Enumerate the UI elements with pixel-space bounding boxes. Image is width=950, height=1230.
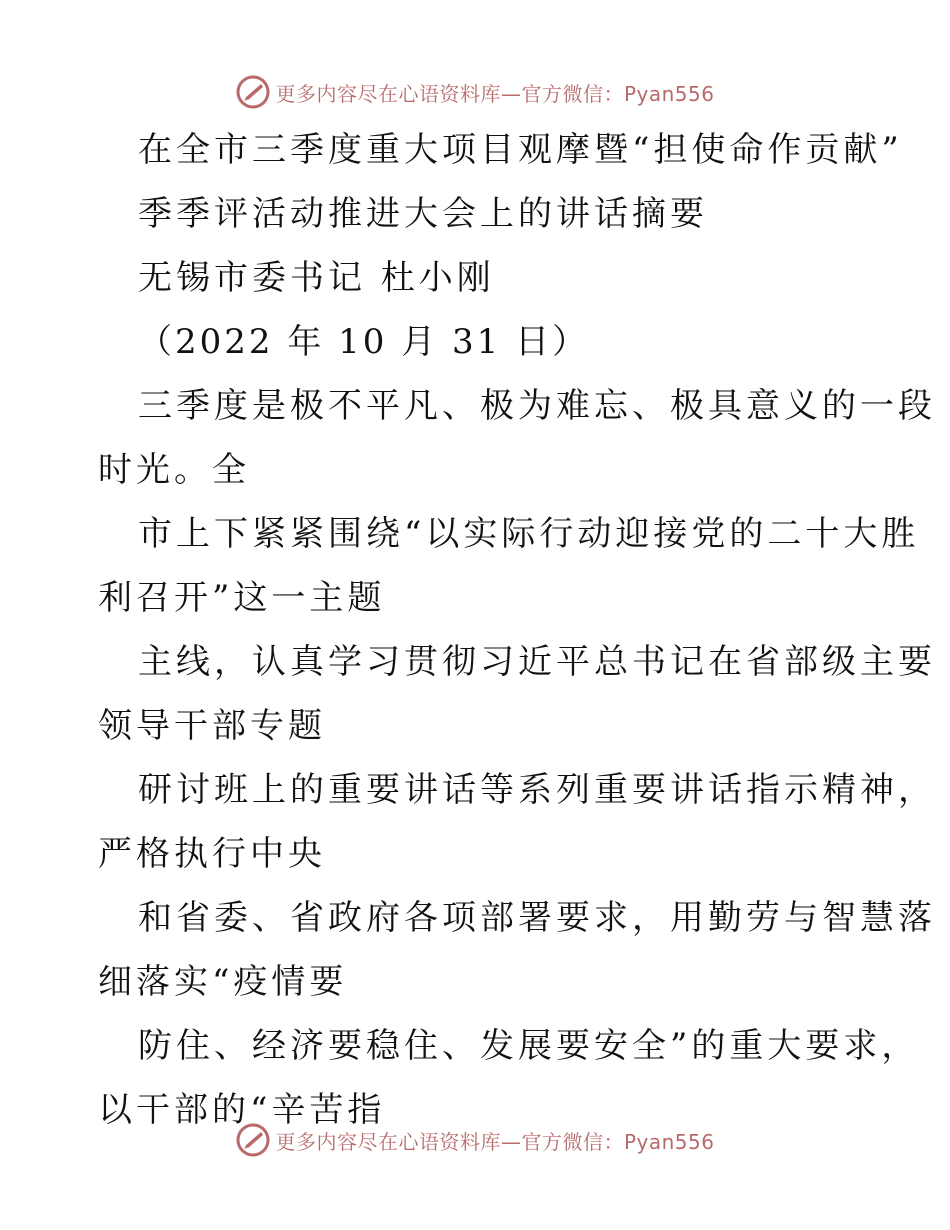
document-body bbox=[98, 118, 936, 1142]
date-line: （2022 年 10 月 31 日） bbox=[138, 322, 590, 362]
paragraph-line: 以干部的“辛苦指 bbox=[98, 1090, 386, 1130]
paragraph-line: 利召开”这一主题 bbox=[98, 578, 386, 618]
paragraph-line: 时光。全 bbox=[98, 450, 250, 490]
title-line-2: 季季评活动推进大会上的讲话摘要 bbox=[138, 194, 708, 234]
watermark-text: 更多内容尽在心语资料库—官方微信：Pyan556 bbox=[275, 1129, 715, 1154]
watermark-text: 更多内容尽在心语资料库—官方微信：Pyan556 bbox=[275, 81, 715, 106]
paragraph-line: 三季度是极不平凡、极为难忘、极具意义的一段 bbox=[138, 386, 936, 426]
logo-icon bbox=[235, 1122, 271, 1158]
paragraph-line: 和省委、省政府各项部署要求，用勤劳与智慧落 bbox=[138, 898, 936, 938]
paragraph-line: 严格执行中央 bbox=[98, 834, 326, 874]
title-line-1: 在全市三季度重大项目观摩暨“担使命作贡献” bbox=[138, 130, 903, 170]
paragraph-line: 细落实“疫情要 bbox=[98, 962, 348, 1002]
logo-icon bbox=[235, 74, 271, 110]
paragraph-line: 市上下紧紧围绕“以实际行动迎接党的二十大胜 bbox=[138, 514, 920, 554]
author-line: 无锡市委书记 杜小刚 bbox=[138, 258, 495, 298]
paragraph-line: 研讨班上的重要讲话等系列重要讲话指示精神， bbox=[138, 770, 936, 810]
header-watermark bbox=[0, 70, 950, 114]
paragraph-line: 领导干部专题 bbox=[98, 706, 326, 746]
paragraph-line: 防住、经济要稳住、发展要安全”的重大要求， bbox=[138, 1026, 920, 1066]
footer-watermark bbox=[0, 1118, 950, 1162]
paragraph-line: 主线，认真学习贯彻习近平总书记在省部级主要 bbox=[138, 642, 936, 682]
